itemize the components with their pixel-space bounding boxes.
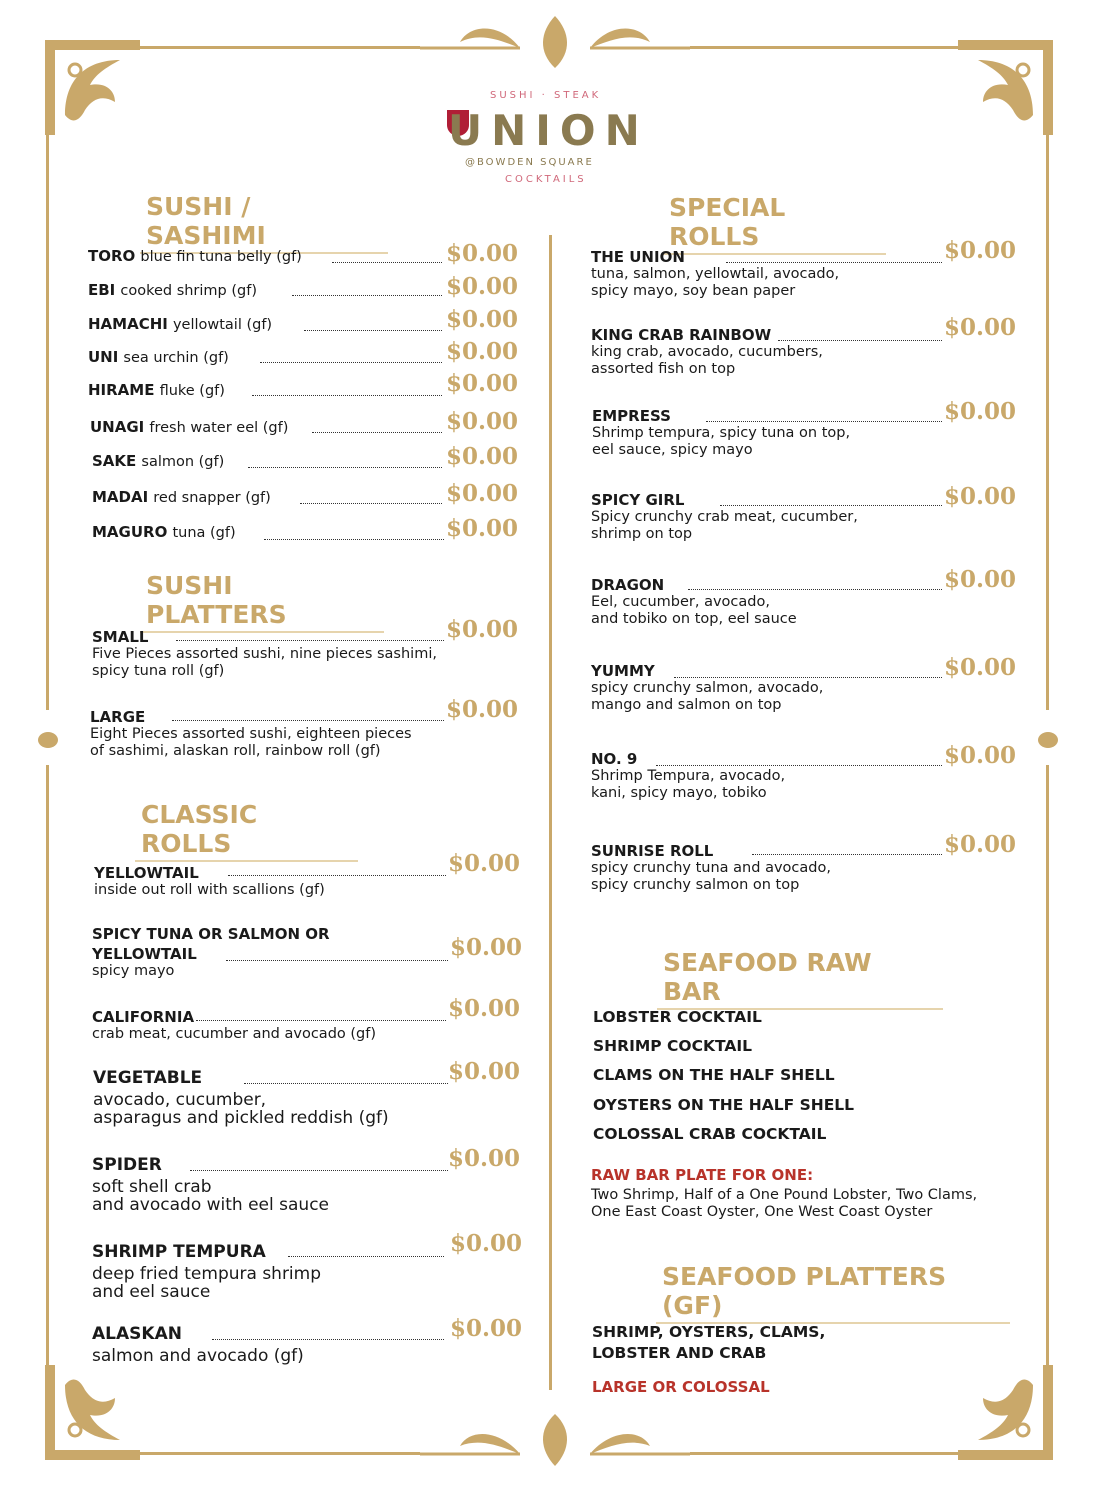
dot-leader xyxy=(726,262,942,263)
item-price: $0.00 xyxy=(448,1058,521,1085)
item-price: $0.00 xyxy=(446,696,519,723)
menu-item: LARGE Eight Pieces assorted sushi, eighteen pieces of sashimi, alaskan roll, rainbow roll (gf) xyxy=(90,708,412,759)
item-price: $0.00 xyxy=(944,742,1017,769)
item-price: $0.00 xyxy=(450,1230,523,1257)
menu-item: ALASKAN salmon and avocado (gf) xyxy=(92,1324,304,1366)
menu-item: YELLOWTAIL inside out roll with scallions (gf) xyxy=(94,864,325,898)
column-divider xyxy=(549,235,552,1390)
raw-bar-item: CLAMS ON THE HALF SHELL xyxy=(593,1066,835,1084)
dot-leader xyxy=(752,854,942,855)
dot-leader xyxy=(292,295,442,296)
dot-leader xyxy=(244,1083,448,1084)
dot-leader xyxy=(688,589,942,590)
dot-leader xyxy=(190,1170,448,1171)
dot-leader xyxy=(248,467,442,468)
menu-item: SMALL Five Pieces assorted sushi, nine pieces sashimi, spicy tuna roll (gf) xyxy=(92,628,437,679)
menu-item: NO. 9 Shrimp Tempura, avocado, kani, spicy mayo, tobiko xyxy=(591,750,786,801)
frame-dot-right xyxy=(1038,732,1058,748)
dot-leader xyxy=(656,765,942,766)
item-price: $0.00 xyxy=(446,240,519,267)
dot-leader xyxy=(300,503,442,504)
item-price: $0.00 xyxy=(446,306,519,333)
item-price: $0.00 xyxy=(446,616,519,643)
flourish-ornament-icon xyxy=(420,1410,690,1470)
frame-right-upper xyxy=(1046,130,1049,710)
fleur-corner-icon xyxy=(45,40,140,135)
logo-tagline-top: SUSHI · STEAK xyxy=(490,90,602,101)
fleur-corner-icon xyxy=(958,1365,1053,1460)
frame-left-upper xyxy=(46,130,49,710)
raw-bar-item: SHRIMP COCKTAIL xyxy=(593,1037,752,1055)
item-price: $0.00 xyxy=(944,831,1017,858)
item-price: $0.00 xyxy=(448,1145,521,1172)
raw-bar-item: OYSTERS ON THE HALF SHELL xyxy=(593,1096,855,1114)
menu-item: EMPRESS Shrimp tempura, spicy tuna on top, eel sauce, spicy mayo xyxy=(592,407,851,458)
flourish-ornament-icon xyxy=(420,12,690,72)
item-price: $0.00 xyxy=(450,934,523,961)
menu-item: SPICY TUNA OR SALMON OR YELLOWTAIL spicy mayo xyxy=(92,925,330,979)
menu-item: VEGETABLE avocado, cucumber, asparagus and pickled reddish (gf) xyxy=(93,1068,389,1128)
dot-leader xyxy=(264,539,444,540)
item-price: $0.00 xyxy=(944,566,1017,593)
item-price: $0.00 xyxy=(446,443,519,470)
raw-bar-plate-title: RAW BAR PLATE FOR ONE: xyxy=(591,1166,814,1184)
menu-item: SHRIMP TEMPURA deep fried tempura shrimp and eel sauce xyxy=(92,1242,322,1302)
dot-leader xyxy=(304,330,442,331)
dot-leader xyxy=(674,677,942,678)
item-price: $0.00 xyxy=(944,237,1017,264)
seafood-platter: SHRIMP, OYSTERS, CLAMS, LOBSTER AND CRAB LARGE OR COLOSSAL xyxy=(592,1323,826,1396)
frame-top-right xyxy=(690,46,970,49)
raw-bar-item: COLOSSAL CRAB COCKTAIL xyxy=(593,1125,827,1143)
dot-leader xyxy=(212,1339,444,1340)
menu-item: SPICY GIRL Spicy crunchy crab meat, cucumber, shrimp on top xyxy=(591,491,858,542)
item-price: $0.00 xyxy=(446,408,519,435)
menu-item: THE UNION tuna, salmon, yellowtail, avocado, spicy mayo, soy bean paper xyxy=(591,248,840,299)
section-title-special-rolls: SPECIAL ROLLS xyxy=(663,193,886,255)
dot-leader xyxy=(226,960,448,961)
dot-leader xyxy=(720,505,942,506)
section-title-sushi-platters: SUSHI PLATTERS xyxy=(140,571,384,633)
menu-item: SUNRISE ROLL spicy crunchy tuna and avocado, spicy crunchy salmon on top xyxy=(591,842,831,893)
fleur-corner-icon xyxy=(958,40,1053,135)
menu-item: CALIFORNIA crab meat, cucumber and avocado (gf) xyxy=(92,1008,377,1042)
section-title-seafood-raw-bar: SEAFOOD RAW BAR xyxy=(657,948,943,1010)
item-price: $0.00 xyxy=(448,995,521,1022)
item-price: $0.00 xyxy=(944,398,1017,425)
frame-left-lower xyxy=(46,765,49,1370)
item-price: $0.00 xyxy=(446,273,519,300)
menu-item: SAKE salmon (gf) xyxy=(92,452,225,470)
menu-item: TORO blue fin tuna belly (gf) xyxy=(88,247,302,265)
frame-dot-left xyxy=(38,732,58,748)
menu-item: MAGURO tuna (gf) xyxy=(92,523,236,541)
dot-leader xyxy=(172,720,444,721)
item-price: $0.00 xyxy=(446,515,519,542)
frame-right-lower xyxy=(1046,765,1049,1370)
item-price: $0.00 xyxy=(446,480,519,507)
dot-leader xyxy=(176,640,444,641)
menu-item: UNI sea urchin (gf) xyxy=(88,348,229,366)
dot-leader xyxy=(196,1020,446,1021)
item-price: $0.00 xyxy=(448,850,521,877)
dot-leader xyxy=(260,362,442,363)
item-price: $0.00 xyxy=(944,654,1017,681)
menu-item: MADAI red snapper (gf) xyxy=(92,488,271,506)
dot-leader xyxy=(312,432,442,433)
menu-item: SPIDER soft shell crab and avocado with eel sauce xyxy=(92,1155,329,1215)
dot-leader xyxy=(706,421,942,422)
dot-leader xyxy=(288,1256,444,1257)
raw-bar-plate: RAW BAR PLATE FOR ONE: Two Shrimp, Half of a One Pound Lobster, Two Clams, One East Coast Oyster, One West Coast Oyster xyxy=(591,1166,978,1220)
frame-bottom-left xyxy=(130,1452,420,1455)
union-logo xyxy=(430,82,670,192)
raw-bar-item: LOBSTER COCKTAIL xyxy=(593,1008,762,1026)
item-price: $0.00 xyxy=(944,314,1017,341)
logo-tagline-bottom: COCKTAILS xyxy=(505,174,587,185)
menu-item: HAMACHI yellowtail (gf) xyxy=(88,315,273,333)
dot-leader xyxy=(252,395,442,396)
frame-bottom-right xyxy=(690,1452,970,1455)
menu-item: EBI cooked shrimp (gf) xyxy=(88,281,257,299)
dot-leader xyxy=(778,340,942,341)
logo-location: @BOWDEN SQUARE xyxy=(465,157,594,168)
menu-item: YUMMY spicy crunchy salmon, avocado, mango and salmon on top xyxy=(591,662,824,713)
item-price: $0.00 xyxy=(446,370,519,397)
dot-leader xyxy=(228,875,446,876)
menu-item: UNAGI fresh water eel (gf) xyxy=(90,418,289,436)
logo-wordmark: UNION xyxy=(448,106,649,155)
item-price: $0.00 xyxy=(446,338,519,365)
menu-item: KING CRAB RAINBOW king crab, avocado, cucumbers, assorted fish on top xyxy=(591,326,823,377)
frame-top-left xyxy=(130,46,420,49)
section-title-sushi-sashimi: SUSHI / SASHIMI xyxy=(140,192,388,254)
item-price: $0.00 xyxy=(944,483,1017,510)
fleur-corner-icon xyxy=(45,1365,140,1460)
section-title-classic-rolls: CLASSIC ROLLS xyxy=(135,800,358,862)
platter-size-note: LARGE OR COLOSSAL xyxy=(592,1378,770,1396)
dot-leader xyxy=(332,262,442,263)
section-title-seafood-platters: SEAFOOD PLATTERS (GF) xyxy=(656,1262,1010,1324)
menu-item: DRAGON Eel, cucumber, avocado, and tobiko on top, eel sauce xyxy=(591,576,797,627)
menu-item: HIRAME fluke (gf) xyxy=(88,381,225,399)
item-price: $0.00 xyxy=(450,1315,523,1342)
